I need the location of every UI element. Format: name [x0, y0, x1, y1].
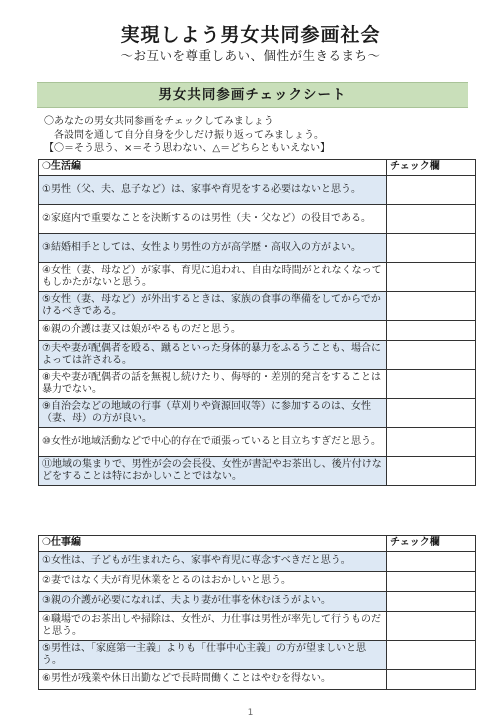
table-row: [39, 592, 476, 612]
question-cell: ⑥親の介護は妻又は娘がやるものだと思う。: [39, 321, 387, 341]
check-cell[interactable]: [387, 552, 476, 572]
question-cell: ⑤女性（妻、母など）が外出するときは、家族の食事の準備をしてからでかけるべきである。: [39, 292, 387, 321]
work-section-header: ❍仕事編: [39, 536, 387, 552]
check-cell[interactable]: [387, 399, 476, 428]
question-cell: ⑩女性が地域活動などで中心的存在で頑張っていると目立ちすぎだと思う。: [39, 428, 387, 457]
table-row: [39, 321, 476, 341]
question-cell: ②家庭内で重要なことを決断するのは男性（夫・父など）の役目である。: [39, 205, 387, 234]
intro-line-3: 【〇＝そう思う、×＝そう思わない、△＝どちらともいえない】: [44, 143, 331, 154]
check-cell[interactable]: [387, 641, 476, 670]
table-row: [39, 641, 476, 670]
check-cell[interactable]: [387, 321, 476, 341]
check-cell[interactable]: [387, 263, 476, 292]
table-row: [39, 176, 476, 205]
table-row: [39, 670, 476, 690]
page-subtitle: ～お互いを尊重しあい、個性が生きるまち～: [120, 48, 381, 63]
check-cell[interactable]: [387, 341, 476, 370]
question-cell: ③結婚相手としては、女性より男性の方が高学歴・高収入の方がよい。: [39, 234, 387, 263]
intro-line-2: 各設問を通して自分自身を少しだけ振り返ってみましょう。: [54, 129, 324, 141]
table-row: [39, 205, 476, 234]
table-header-row: [39, 536, 476, 552]
section-banner: 男女共同参画チェックシート: [37, 82, 468, 108]
check-cell[interactable]: [387, 592, 476, 612]
work-checklist-table: [38, 535, 476, 690]
table-row: [39, 292, 476, 321]
check-cell[interactable]: [387, 176, 476, 205]
table-row: [39, 612, 476, 641]
question-cell: ⑤男性は、「家庭第一主義」よりも「仕事中心主義」の方が望ましいと思う。: [39, 641, 387, 670]
question-cell: ⑨自治会などの地域の行事（草刈りや資源回収等）に参加するのは、女性（妻、母）の方が良い。: [39, 399, 387, 428]
table-row: [39, 572, 476, 592]
check-cell[interactable]: [387, 670, 476, 690]
question-cell: ④女性（妻、母など）が家事、育児に追われ、自由な時間がとれなくなってもしかたがないと思う。: [39, 263, 387, 292]
table-row: [39, 428, 476, 457]
life-section-header: ❍生活編: [39, 160, 387, 176]
table-header-row: [39, 160, 476, 176]
check-cell[interactable]: [387, 428, 476, 457]
table-row: [39, 370, 476, 399]
intro-line-1: 〇あなたの男女共同参画をチェックしてみましょう: [44, 116, 274, 127]
table-row: [39, 234, 476, 263]
page-number: 1: [247, 708, 254, 718]
table-row: [39, 552, 476, 572]
life-checklist-table: [38, 159, 476, 486]
check-cell[interactable]: [387, 234, 476, 263]
intro-text: [44, 115, 484, 156]
question-cell: ⑥男性が残業や休日出勤などで長時間働くことはやむを得ない。: [39, 670, 387, 690]
check-cell[interactable]: [387, 205, 476, 234]
question-cell: ①男性（父、夫、息子など）は、家事や育児をする必要はないと思う。: [39, 176, 387, 205]
check-cell[interactable]: [387, 457, 476, 486]
question-cell: ⑪地域の集まりで、男性が会の会長役、女性が書記やお茶出し、後片付けなどをすることは特におかしいことではない。: [39, 457, 387, 486]
question-cell: ⑦夫や妻が配偶者を殴る、蹴るといった身体的暴力をふるうことも、場合によっては許される。: [39, 341, 387, 370]
life-check-header: チェック欄: [387, 160, 476, 176]
table-row: [39, 341, 476, 370]
question-cell: ⑧夫や妻が配偶者の話を無視し続けたり、侮辱的・差別的発言をすることは暴力でない。: [39, 370, 387, 399]
table-row: [39, 263, 476, 292]
check-cell[interactable]: [387, 572, 476, 592]
table-row: [39, 399, 476, 428]
question-cell: ③親の介護が必要になれば、夫より妻が仕事を休むほうがよい。: [39, 592, 387, 612]
question-cell: ④職場でのお茶出しや掃除は、女性が、力仕事は男性が率先して行うものだと思う。: [39, 612, 387, 641]
question-cell: ①女性は、子どもが生まれたら、家事や育児に専念すべきだと思う。: [39, 552, 387, 572]
question-cell: ②妻ではなく夫が育児休業をとるのはおかしいと思う。: [39, 572, 387, 592]
work-check-header: チェック欄: [387, 536, 476, 552]
page-title: 実現しよう男女共同参画社会: [120, 24, 381, 46]
check-cell[interactable]: [387, 612, 476, 641]
table-row: [39, 457, 476, 486]
check-cell[interactable]: [387, 370, 476, 399]
check-cell[interactable]: [387, 292, 476, 321]
